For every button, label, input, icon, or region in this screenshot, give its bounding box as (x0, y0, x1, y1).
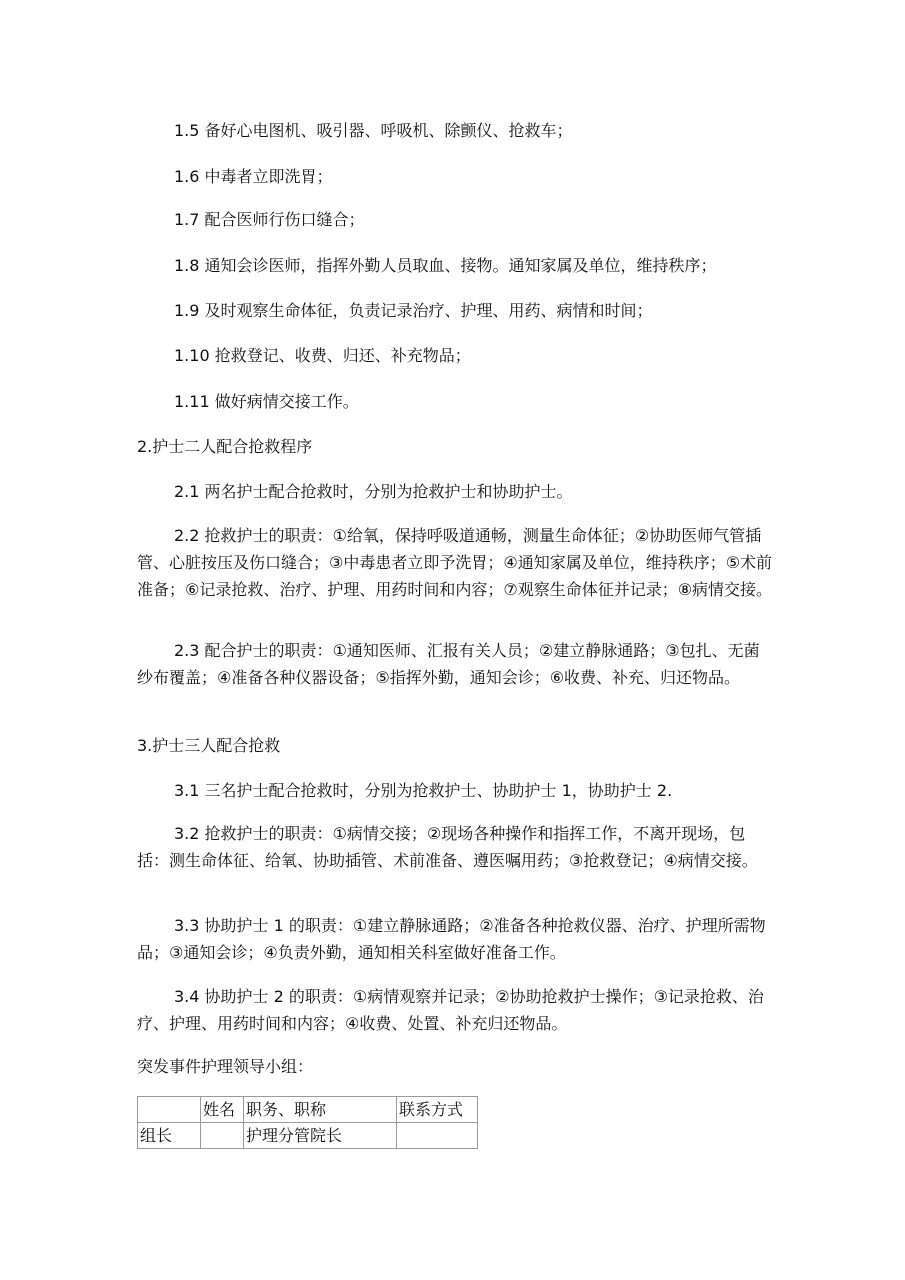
table-header-cell: 联系方式 (397, 1097, 478, 1123)
table-row (138, 1123, 478, 1149)
section-heading: 3.护士三人配合抢救 (137, 736, 281, 755)
table-cell: 护理分管院长 (244, 1123, 397, 1149)
list-item: 1.10 抢救登记、收费、归还、补充物品； (174, 346, 471, 365)
list-item: 1.6 中毒者立即洗胃； (174, 167, 333, 186)
list-item: 1.5 备好心电图机、吸引器、呼吸机、除颤仪、抢救车； (174, 121, 573, 140)
list-item: 1.8 通知会诊医师，指挥外勤人员取血、接物。通知家属及单位，维持秩序； (174, 256, 717, 275)
list-item: 1.9 及时观察生命体征，负责记录治疗、护理、用药、病情和时间； (174, 301, 653, 320)
paragraph: 3.2 抢救护士的职责：①病情交接；②现场各种操作和指挥工作，不离开现场，包括：测生命体征、给氧、协助插管、术前准备、遵医嘱用药；③抢救登记；④病情交接。 (137, 824, 758, 870)
list-item: 1.7 配合医师行伤口缝合； (174, 210, 365, 229)
paragraph: 2.2 抢救护士的职责：①给氧，保持呼吸道通畅，测量生命体征；②协助医师气管插管、心脏按压及伤口缝合；③中毒患者立即予洗胃；④通知家属及单位，维持秩序；⑤术前准备；⑥记录抢救、治疗、护理、用药时间和内容；⑦观察生命体征并记录；⑧病情交接。 (137, 526, 773, 599)
paragraph: 3.3 协助护士 1 的职责：①建立静脉通路；②准备各种抢救仪器、治疗、护理所需物品；③通知会诊；④负责外勤，通知相关科室做好准备工作。 (137, 916, 766, 962)
table-header-cell (138, 1097, 201, 1123)
table-title: 突发事件护理领导小组： (137, 1057, 314, 1076)
table-cell (201, 1123, 244, 1149)
list-item: 1.11 做好病情交接工作。 (174, 392, 359, 411)
table-cell: 组长 (138, 1123, 201, 1149)
table-cell (397, 1123, 478, 1149)
paragraph: 2.1 两名护士配合抢救时，分别为抢救护士和协助护士。 (174, 482, 573, 501)
table-header-cell: 职务、职称 (244, 1097, 397, 1123)
leadership-table (137, 1096, 478, 1149)
table-header-row (138, 1097, 478, 1123)
section-heading: 2.护士二人配合抢救程序 (137, 437, 313, 456)
paragraph: 2.3 配合护士的职责：①通知医师、汇报有关人员；②建立静脉通路；③包扎、无菌纱布覆盖；④准备各种仪器设备；⑤指挥外勤，通知会诊；⑥收费、补充、归还物品。 (137, 641, 760, 687)
table-header-cell: 姓名 (201, 1097, 244, 1123)
paragraph: 3.4 协助护士 2 的职责：①病情观察并记录；②协助抢救护士操作；③记录抢救、治疗、护理、用药时间和内容；④收费、处置、补充归还物品。 (137, 987, 764, 1033)
paragraph: 3.1 三名护士配合抢救时，分别为抢救护士、协助护士 1，协助护士 2. (174, 781, 673, 800)
